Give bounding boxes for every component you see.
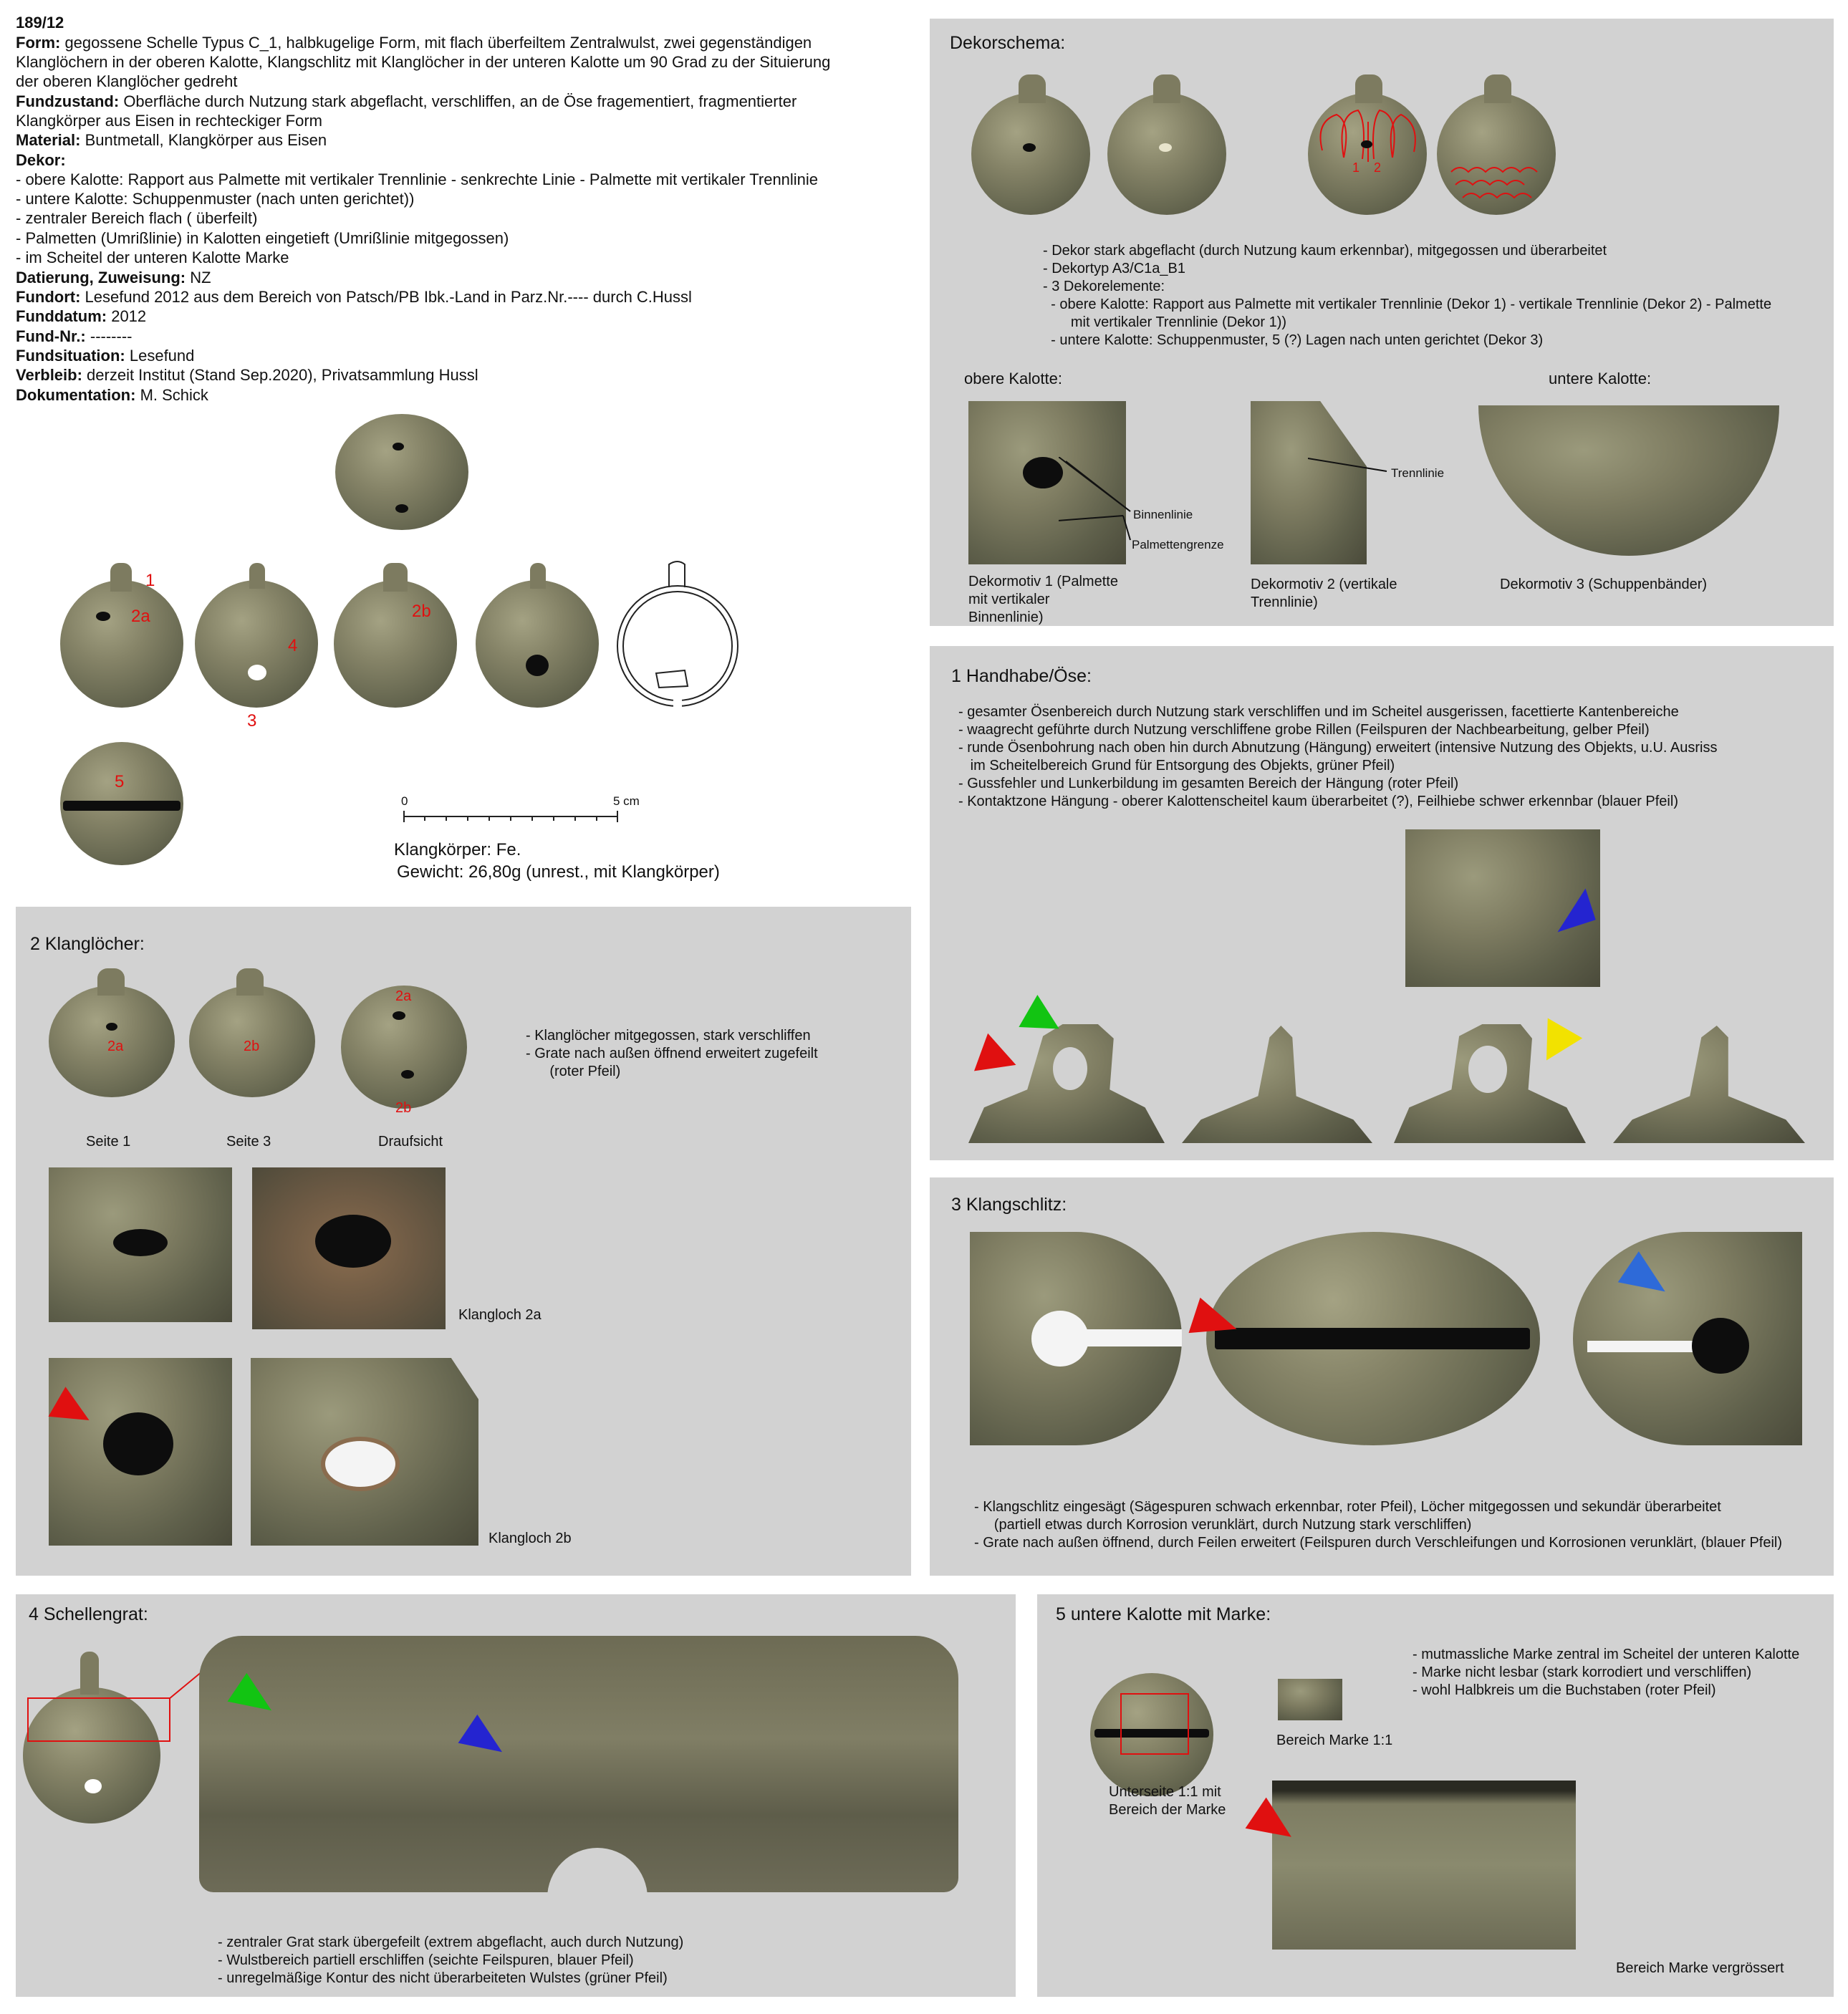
leader-lines	[1308, 456, 1401, 484]
underside-caption: Bereich der Marke	[1109, 1802, 1226, 1818]
klangloch-2b-photo	[49, 1358, 232, 1546]
bell-loop	[80, 1652, 99, 1695]
sound-hole	[1159, 143, 1172, 152]
panel-title: Dekorschema:	[950, 33, 1066, 53]
slot	[1215, 1328, 1530, 1349]
klangloch-2b-caption: Klangloch 2b	[489, 1531, 572, 1546]
note-line: (partiell etwas durch Korrosion verunklärt, durch Nutzung stark verschliffen)	[974, 1517, 1472, 1533]
slot-gap	[547, 1848, 648, 1905]
note-line: - untere Kalotte: Schuppenmuster, 5 (?) Lagen nach unten gerichtet (Dekor 3)	[1043, 332, 1544, 348]
slot	[1587, 1341, 1695, 1352]
bell-side-1	[60, 580, 183, 708]
klangloch-2a-closeup	[252, 1167, 446, 1329]
form-line: Klanglöchern in der oberen Kalotte, Klangschlitz mit Klanglöcher in der unteren Kalotte um 90 Grad zu der Situierung	[16, 53, 831, 71]
bell-decor-drawing	[1308, 93, 1427, 215]
decor-label-2: 2	[1374, 160, 1382, 175]
sound-hole	[106, 1023, 117, 1031]
note-line: - mutmassliche Marke zentral im Scheitel der unteren Kalotte	[1413, 1647, 1800, 1662]
dekor-label: Dekor:	[16, 151, 66, 169]
slot-hole	[248, 665, 266, 680]
scale-5cm: 5 cm	[613, 794, 640, 808]
label-2a: 2a	[395, 988, 412, 1004]
bell-side-4	[476, 580, 599, 708]
obere-kalotte-label: obere Kalotte:	[964, 370, 1062, 387]
red-arrow	[974, 1034, 1023, 1084]
sound-hole	[1361, 140, 1372, 148]
note-line: - Dekortyp A3/C1a_B1	[1043, 261, 1185, 276]
motif-3-caption: Dekormotiv 3 (Schuppenbänder)	[1500, 577, 1708, 592]
sound-hole	[393, 1011, 405, 1020]
bell-loop	[383, 563, 408, 592]
bell-loop	[110, 563, 132, 592]
note-line: - Dekor stark abgeflacht (durch Nutzung kaum erkennbar), mitgegossen und überarbeitet	[1043, 243, 1607, 259]
mark-area-photo	[1278, 1679, 1342, 1720]
slot-photo-3	[1573, 1232, 1802, 1445]
label-1: 1	[145, 571, 155, 590]
note-line: - Grate nach außen öffnend, durch Feilen erweitert (Feilspuren durch Verschleifungen und Korrosionen verunklärt, (blauer Pfeil)	[974, 1535, 1783, 1551]
mark-area-caption: Bereich Marke 1:1	[1276, 1733, 1393, 1748]
gewicht-text: Gewicht: 26,80g (unrest., mit Klangkörper)	[397, 862, 720, 882]
note-line: - zentraler Grat stark übergefeilt (extrem abgeflacht, auch durch Nutzung)	[218, 1934, 684, 1950]
note-line: - Wulstbereich partiell erschliffen (seichte Feilspuren, blauer Pfeil)	[218, 1952, 634, 1968]
dekor-line: - Palmetten (Umrißlinie) in Kalotten eingetieft (Umrißlinie mitgegossen)	[16, 229, 509, 247]
datierung-line: Datierung, Zuweisung: NZ	[16, 269, 211, 286]
fundnr-line: Fund-Nr.: --------	[16, 327, 133, 345]
sound-hole	[103, 1412, 173, 1475]
sound-hole	[315, 1215, 391, 1268]
label-2a: 2a	[107, 1039, 124, 1054]
note-line: - waagrecht geführte durch Nutzung verschliffene grobe Rillen (Feilspuren der Nachbearbeitung, gelber Pfeil)	[958, 722, 1650, 738]
yellow-arrow	[1529, 1018, 1582, 1070]
panel-klangloecher	[16, 907, 911, 1576]
form-line: Form: gegossene Schelle Typus C_1, halbkugelige Form, mit flach überfeiltem Zentralwulst, zwei gegenständigen	[16, 34, 812, 52]
bell-loop	[1484, 74, 1511, 103]
mark-enlarged-caption: Bereich Marke vergrössert	[1616, 1960, 1784, 1976]
label-2a: 2a	[131, 607, 150, 626]
slot-photo-2	[1206, 1232, 1540, 1445]
decor-motif-3-photo	[1478, 405, 1779, 556]
verbleib-line: Verbleib: derzeit Institut (Stand Sep.2020), Privatsammlung Hussl	[16, 366, 478, 384]
note-line: - runde Ösenbohrung nach oben hin durch Abnutzung (Hängung) erweitert (intensive Nutzung des Objekts, u.U. Ausriss	[958, 740, 1718, 756]
bell-side-2	[195, 580, 318, 708]
note-line: - unregelmäßige Kontur des nicht überarbeiteten Wulstes (grüner Pfeil)	[218, 1970, 668, 1986]
note-line: - wohl Halbkreis um die Buchstaben (roter Pfeil)	[1413, 1682, 1716, 1698]
scale-bar	[398, 805, 627, 827]
note-line: - Klangschlitz eingesägt (Sägespuren schwach erkennbar, roter Pfeil), Löcher mitgegossen und sekundär überarbeitet	[974, 1499, 1721, 1515]
note-line: - obere Kalotte: Rapport aus Palmette mit vertikaler Trennlinie (Dekor 1) - vertikale Trennlinie (Dekor 2) - Palmette	[1043, 297, 1772, 312]
schellengrat-detail-photo	[199, 1636, 958, 1892]
note-line: im Scheitelbereich Grund für Entsorgung des Objekts, grüner Pfeil)	[958, 758, 1395, 774]
underside-caption: Unterseite 1:1 mit	[1109, 1784, 1221, 1800]
bell-top-view	[335, 414, 468, 530]
panel-dekorschema	[930, 19, 1834, 626]
note-line: mit vertikaler Trennlinie (Dekor 1))	[1043, 314, 1287, 330]
scale-pattern-outline	[1437, 93, 1556, 215]
panel-title: 5 untere Kalotte mit Marke:	[1056, 1604, 1271, 1624]
klangloch-2a-photo	[49, 1167, 232, 1322]
klangloch-2a-caption: Klangloch 2a	[458, 1307, 542, 1323]
panel-title: 3 Klangschlitz:	[951, 1195, 1067, 1215]
binnenlinie-label: Binnenlinie	[1133, 508, 1193, 521]
loop-photo-2	[1182, 1026, 1372, 1143]
mark-enlarged-photo	[1272, 1781, 1576, 1950]
sound-hole	[393, 443, 404, 450]
bell-side-3	[334, 580, 457, 708]
fundsituation-line: Fundsituation: Lesefund	[16, 347, 195, 365]
note-line: - Marke nicht lesbar (stark korrodiert und verschliffen)	[1413, 1664, 1752, 1680]
sound-hole	[321, 1437, 400, 1491]
note-line: - Kontaktzone Hängung - oberer Kalottenscheitel kaum überarbeitet (?), Feilhiebe schwer erkennbar (blauer Pfeil)	[958, 794, 1678, 809]
panel-untere-kalotte	[1037, 1594, 1834, 1997]
panel-handhabe	[930, 646, 1834, 1160]
bell-section-drawing	[613, 559, 742, 716]
sound-hole	[395, 504, 408, 513]
sound-hole	[1023, 457, 1063, 488]
bell-loop	[97, 968, 125, 996]
bell-loop	[1153, 74, 1180, 103]
decor-label-1: 1	[1352, 160, 1360, 175]
label-2b: 2b	[412, 602, 431, 621]
dekor-line: - obere Kalotte: Rapport aus Palmette mit vertikaler Trennlinie - senkrechte Linie - Palmette mit vertikaler Trennlinie	[16, 170, 819, 188]
loop-photo-4	[1613, 1026, 1805, 1143]
sound-hole	[96, 612, 110, 621]
note-line: - Grate nach außen öffnend erweitert zugefeilt	[526, 1046, 818, 1061]
label-5: 5	[115, 772, 125, 791]
dekor-line: - zentraler Bereich flach ( überfeilt)	[16, 209, 258, 227]
label-2b: 2b	[395, 1100, 412, 1116]
bell-decor-drawing	[1437, 93, 1556, 215]
palmettengrenze-label: Palmettengrenze	[1132, 538, 1224, 551]
untere-kalotte-label: untere Kalotte:	[1549, 370, 1652, 387]
slot-hole	[526, 655, 549, 676]
fundzustand-line: Fundzustand: Oberfläche durch Nutzung stark abgeflacht, verschliffen, an de Öse fragementiert, fragmentierter	[16, 92, 797, 110]
bell-loop	[1355, 74, 1382, 103]
scale-0: 0	[401, 794, 408, 808]
bell-loop	[249, 563, 265, 589]
slot-photo-1	[970, 1232, 1182, 1445]
form-line: der oberen Klanglöcher gedreht	[16, 72, 238, 90]
sound-hole	[401, 1070, 414, 1079]
slot	[63, 801, 181, 811]
label-2b: 2b	[244, 1039, 260, 1054]
klangloch-2b-closeup	[251, 1358, 478, 1546]
panel-title: 4 Schellengrat:	[29, 1604, 148, 1624]
panel-title: 1 Handhabe/Öse:	[951, 666, 1092, 686]
fundort-line: Fundort: Lesefund 2012 aus dem Bereich von Patsch/PB Ibk.-Land in Parz.Nr.---- durch C.Hussl	[16, 288, 692, 306]
panel-schellengrat	[16, 1594, 1016, 1997]
motif-2-caption: Dekormotiv 2 (vertikale Trennlinie)	[1251, 577, 1397, 610]
seite1-label: Seite 1	[86, 1134, 131, 1150]
funddatum-line: Funddatum: 2012	[16, 307, 147, 325]
label-3: 3	[247, 711, 257, 731]
note-line: - 3 Dekorelemente:	[1043, 279, 1165, 294]
panel-klangschlitz	[930, 1177, 1834, 1576]
slot-hole	[85, 1779, 102, 1793]
sound-hole	[113, 1229, 168, 1256]
note-line: - Klanglöcher mitgegossen, stark verschliffen	[526, 1028, 811, 1044]
mark-frame	[1120, 1693, 1189, 1755]
sound-hole	[1023, 143, 1036, 152]
palmette-outline	[1308, 93, 1427, 215]
fundzustand-line: Klangkörper aus Eisen in rechteckiger Form	[16, 112, 322, 130]
panel-title: 2 Klanglöcher:	[30, 934, 145, 954]
bell-photo	[1107, 93, 1226, 215]
dokumentation-line: Dokumentation: M. Schick	[16, 386, 208, 404]
note-line: (roter Pfeil)	[526, 1064, 621, 1079]
bell-photo	[971, 93, 1090, 215]
motif-1-caption: Dekormotiv 1 (Palmette mit vertikaler Binnenlinie)	[968, 574, 1118, 625]
loop-hole	[1053, 1047, 1087, 1090]
label-4: 4	[288, 636, 298, 655]
dekor-line: - untere Kalotte: Schuppenmuster (nach unten gerichtet))	[16, 190, 415, 208]
klangkoerper-text: Klangkörper: Fe.	[394, 840, 521, 859]
material-line: Material: Buntmetall, Klangkörper aus Eisen	[16, 131, 327, 149]
bell-loop	[1019, 74, 1046, 103]
slot-hole	[1692, 1318, 1749, 1374]
slot	[1070, 1329, 1182, 1346]
bell-loop	[236, 968, 264, 996]
bell-bottom-view	[60, 742, 183, 865]
object-id: 189/12	[16, 14, 64, 32]
bell-loop	[530, 563, 546, 589]
loop-hole	[1468, 1046, 1507, 1093]
trennlinie-label: Trennlinie	[1391, 466, 1445, 480]
note-line: - gesamter Ösenbereich durch Nutzung stark verschliffen und im Scheitel ausgerissen, facettierte Kantenbereiche	[958, 704, 1679, 720]
dekor-line: - im Scheitel der unteren Kalotte Marke	[16, 249, 289, 266]
draufsicht-label: Draufsicht	[378, 1134, 443, 1150]
seite3-label: Seite 3	[226, 1134, 271, 1150]
detail-frame	[27, 1697, 170, 1742]
note-line: - Gussfehler und Lunkerbildung im gesamten Bereich der Hängung (roter Pfeil)	[958, 776, 1459, 791]
